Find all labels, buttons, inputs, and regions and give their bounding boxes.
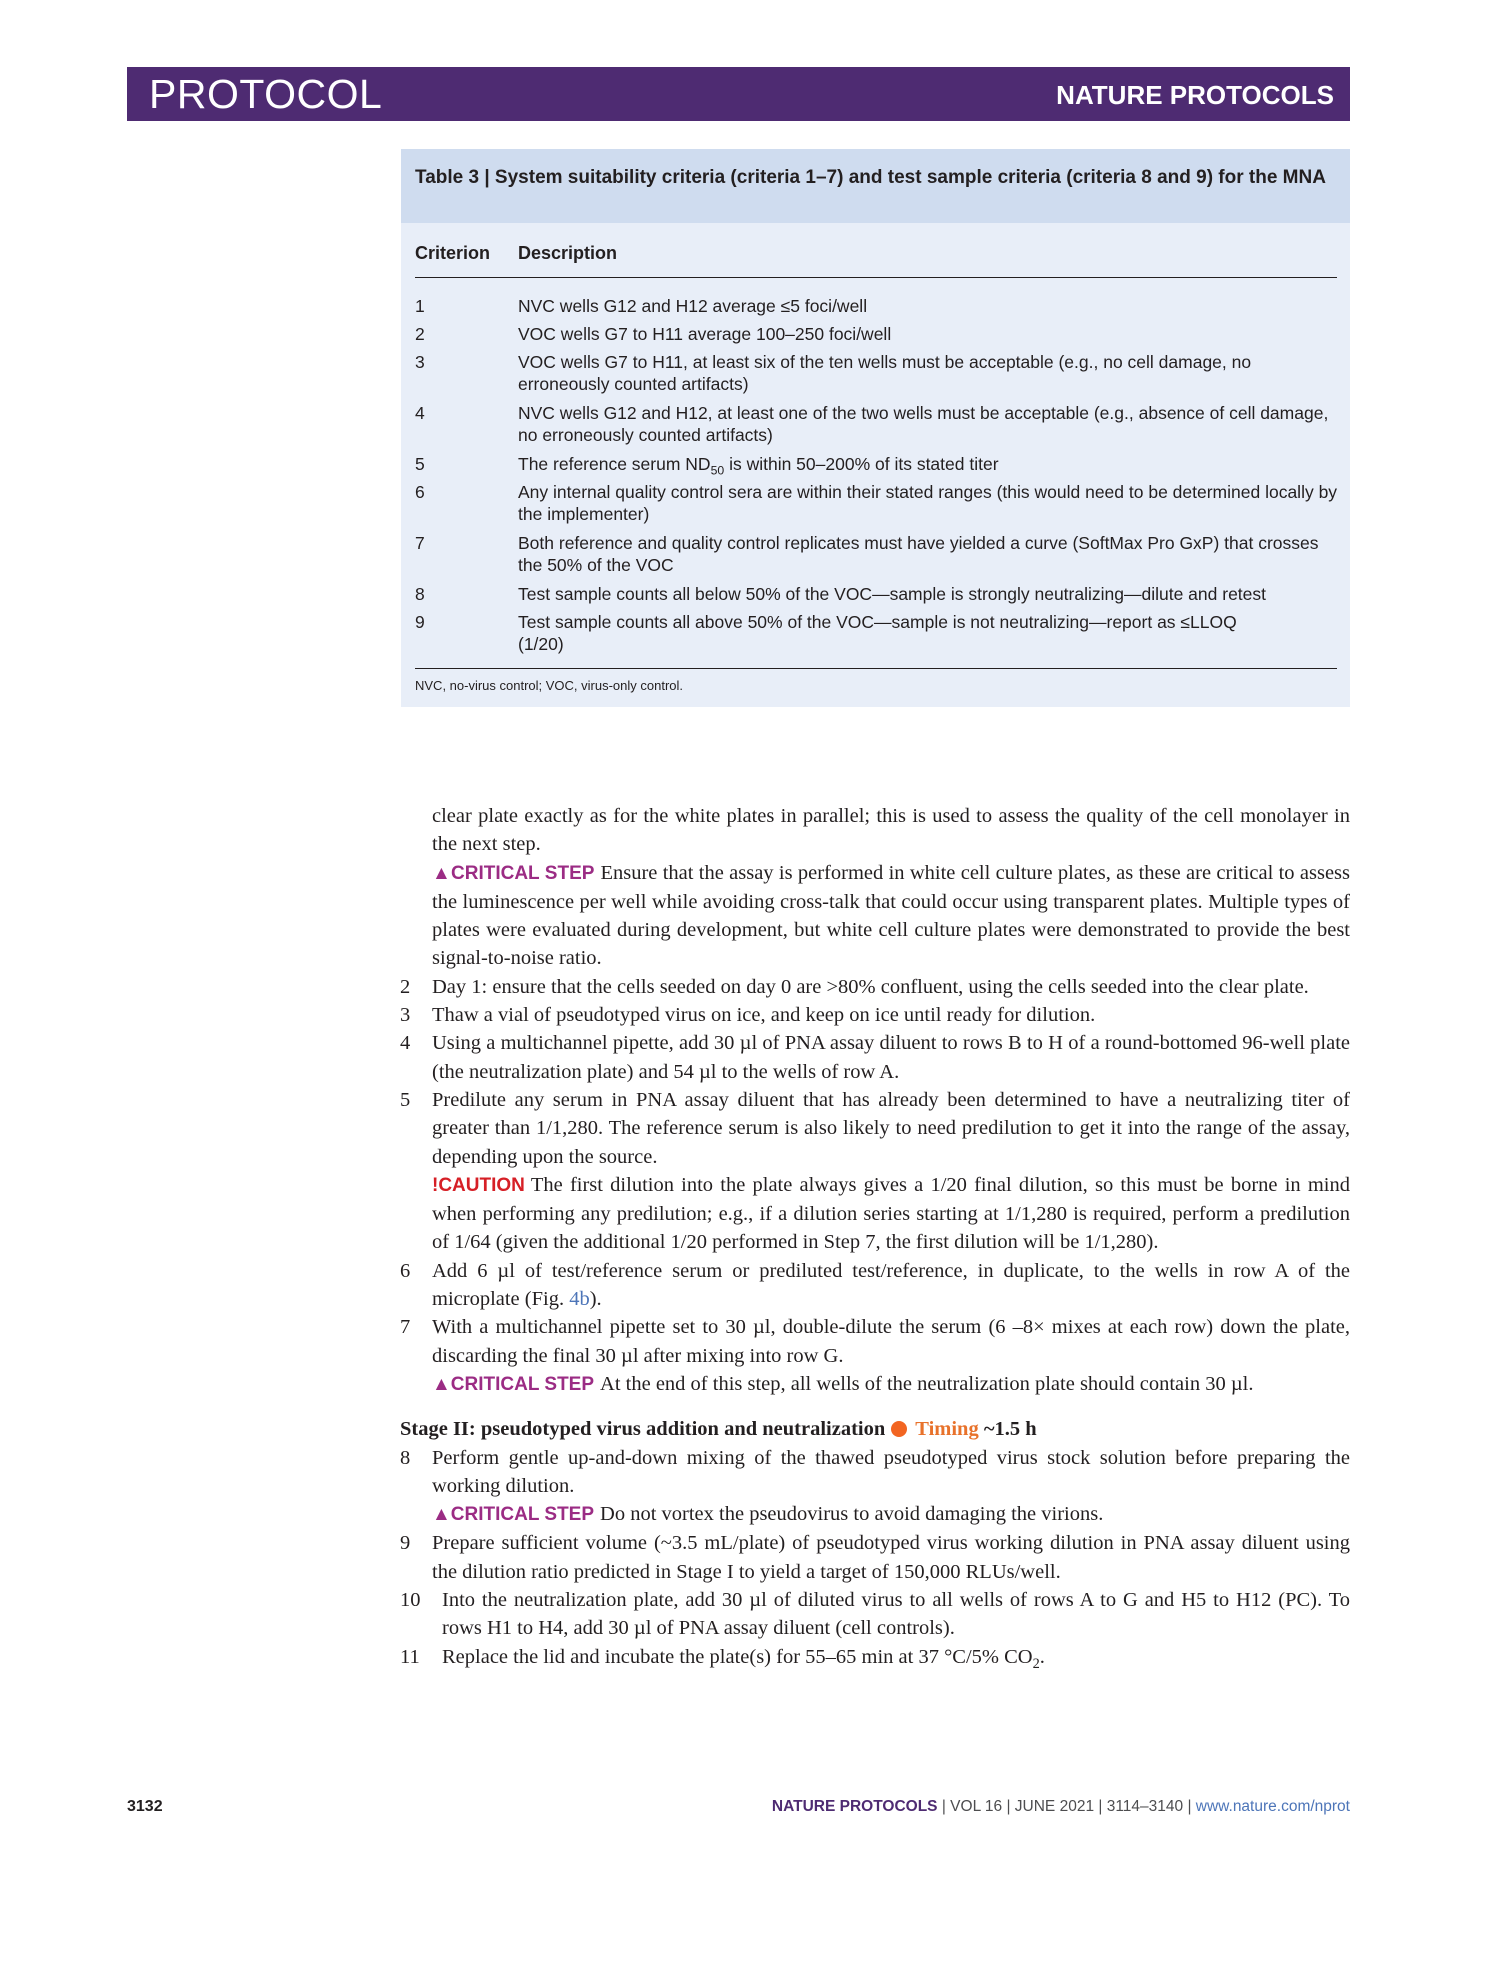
step-text: Using a multichannel pipette, add 30 µl of PNA assay diluent to rows B to H of a round-bottomed 96-well plate (the neutralization plate) and 54 µl to the wells of row A. (432, 1032, 1350, 1083)
critical-step (400, 1500, 1350, 1529)
step-9 (400, 1529, 1350, 1586)
criterion-number: 8 (415, 584, 425, 604)
step-number: 6 (400, 1259, 411, 1282)
critical-step-label: ▲CRITICAL STEP (432, 862, 595, 884)
step-4 (400, 1029, 1350, 1086)
criterion-number: 2 (415, 324, 425, 344)
stage-heading (400, 1415, 1350, 1443)
step-number: 3 (400, 1004, 411, 1027)
criterion-number: 9 (415, 612, 425, 632)
step-text: Perform gentle up-and-down mixing of the thawed pseudotyped virus stock solution before preparing the working dilution. (432, 1446, 1350, 1497)
criterion-description: NVC wells G12 and H12, at least one of the two wells must be acceptable (e.g., absence of cell damage, no erroneously counted artifacts) (518, 403, 1329, 445)
figure-link[interactable]: 4b (569, 1288, 590, 1311)
column-header-criterion: Criterion (415, 243, 491, 263)
criterion-number: 7 (415, 533, 425, 553)
criterion-number: 3 (415, 352, 425, 372)
critical-step-text: Ensure that the assay is performed in white cell culture plates, as these are critical to assess the luminescence per well while avoiding cross-talk that could occur using transparent plates. Multiple types of plates were evaluated during development, but white cell culture plates were demonstrated to provide the best signal-to-noise ratio. (432, 861, 1350, 970)
footer-citation (772, 1798, 1350, 1816)
footer-journal: NATURE PROTOCOLS (771, 1798, 938, 1815)
step-3 (400, 1001, 1350, 1029)
criterion-description: Any internal quality control sera are within their stated ranges (this would need to be determined locally by the implementer) (518, 482, 1338, 524)
step-text: Predilute any serum in PNA assay diluent that has already been determined to have a neutralizing titer of greater than 1/1,280. The reference serum is also likely to need predilution to get it into the range of the assay, depending upon the source. (432, 1088, 1350, 1168)
step-text: Into the neutralization plate, add 30 µl of diluted virus to all wells of rows A to G and H5 to H12 (PC). To rows H1 to H4, add 30 µl of PNA assay diluent (cell controls). (442, 1589, 1350, 1640)
timing-value: ~1.5 h (983, 1418, 1037, 1441)
step-text: Add 6 µl of test/reference serum or prediluted test/reference, in duplicate, to the wells in row A of the microplate (Fig. (432, 1259, 1350, 1311)
critical-step (400, 859, 1350, 973)
step-text: ). (589, 1288, 602, 1311)
header-bar (127, 67, 1350, 121)
step-6 (400, 1257, 1350, 1314)
step-number: 10 (400, 1589, 421, 1612)
criterion-description: Test sample counts all below 50% of the VOC—sample is strongly neutralizing—dilute and retest (518, 584, 1267, 604)
table-footnote: NVC, no-virus control; VOC, virus-only control. (415, 678, 684, 693)
criterion-description: Test sample counts all above 50% of the VOC—sample is not neutralizing—report as ≤LLOQ (1/20) (518, 612, 1237, 654)
table-bottom-rule (415, 668, 1337, 669)
journal-name: NATURE PROTOCOLS (1056, 80, 1334, 110)
criterion-description: Both reference and quality control replicates must have yielded a curve (SoftMax Pro GxP) that crosses the 50% of the VOC (518, 533, 1319, 575)
table-header-rule (415, 277, 1337, 278)
timing-dot-icon (891, 1421, 907, 1437)
section-label: PROTOCOL (149, 71, 383, 117)
procedure-text (400, 802, 1350, 1678)
footer-url-link[interactable]: www.nature.com/nprot (1195, 1798, 1350, 1815)
step-5 (400, 1086, 1350, 1171)
subscript: 50 (710, 463, 725, 478)
critical-step-label: ▲CRITICAL STEP (432, 1504, 595, 1526)
desc-part: The reference serum ND (518, 454, 711, 474)
criterion-description: VOC wells G7 to H11 average 100–250 foci/well (518, 324, 892, 344)
criterion-number: 1 (415, 296, 425, 316)
criterion-number: 6 (415, 482, 425, 502)
step-number: 9 (400, 1532, 411, 1555)
footer-volume: | VOL 16 | JUNE 2021 | 3114–3140 | (937, 1798, 1196, 1815)
step-text: Replace the lid and incubate the plate(s) for 55–65 min at 37 °C/5% CO (442, 1645, 1033, 1668)
table-title: Table 3 | System suitability criteria (criteria 1–7) and test sample criteria (criteria 8 and 9) for the MNA (415, 167, 1326, 188)
paragraph-text: clear plate exactly as for the white plates in parallel; this is used to assess the quality of the cell monolayer in the next step. (432, 805, 1350, 856)
step-text: With a multichannel pipette set to 30 µl, double-dilute the serum (6 –8× mixes at each row) down the plate, discarding the final 30 µl after mixing into row G. (432, 1316, 1350, 1367)
critical-step (400, 1370, 1350, 1399)
criterion-number: 4 (415, 403, 425, 423)
step-8 (400, 1444, 1350, 1501)
subscript: 2 (1032, 1655, 1040, 1672)
caution (400, 1171, 1350, 1257)
step-10 (400, 1586, 1350, 1643)
step-number: 7 (400, 1316, 411, 1339)
caution-text: The first dilution into the plate always gives a 1/20 final dilution, so this must be borne in mind when performing any predilution; e.g., if a dilution series starting at 1/1,280 is required, perform a predilution of 1/64 (given the additional 1/20 performed in Step 7, the first dilution will be 1/1,280). (432, 1173, 1350, 1254)
step-number: 11 (400, 1645, 420, 1668)
step-number: 4 (400, 1032, 411, 1055)
step-text: Day 1: ensure that the cells seeded on day 0 are >80% confluent, using the cells seeded into the clear plate. (432, 975, 1309, 998)
paragraph (400, 802, 1350, 859)
step-number: 5 (400, 1088, 411, 1111)
step-number: 2 (400, 975, 411, 998)
step-2 (400, 973, 1350, 1001)
table-3 (401, 149, 1350, 707)
page-number: 3132 (127, 1798, 163, 1815)
criterion-description: NVC wells G12 and H12 average ≤5 foci/well (518, 296, 868, 316)
criterion-description: VOC wells G7 to H11, at least six of the ten wells must be acceptable (e.g., no cell damage, no erroneously counted artifacts) (518, 352, 1252, 394)
step-text: . (1039, 1645, 1045, 1668)
critical-step-text: At the end of this step, all wells of the neutralization plate should contain 30 µl. (600, 1372, 1254, 1395)
timing-label: Timing (915, 1418, 979, 1441)
table-title-band (401, 149, 1350, 223)
column-header-description: Description (518, 243, 618, 263)
criterion-number: 5 (415, 454, 425, 474)
criterion-description (518, 453, 1338, 482)
critical-step-label: ▲CRITICAL STEP (432, 1373, 595, 1395)
desc-part: is within 50–200% of its stated titer (724, 454, 999, 474)
step-text: Thaw a vial of pseudotyped virus on ice, and keep on ice until ready for dilution. (432, 1004, 1096, 1027)
step-7 (400, 1313, 1350, 1370)
step-number: 8 (400, 1446, 411, 1469)
stage-title: Stage II: pseudotyped virus addition and neutralization (400, 1418, 886, 1441)
critical-step-text: Do not vortex the pseudovirus to avoid damaging the virions. (600, 1503, 1104, 1526)
caution-label: !CAUTION (432, 1174, 525, 1196)
step-text: Prepare sufficient volume (~3.5 mL/plate) of pseudotyped virus working dilution in PNA assay diluent using the dilution ratio predicted in Stage I to yield a target of 150,000 RLUs/well. (432, 1532, 1350, 1583)
step-11 (400, 1643, 1350, 1678)
